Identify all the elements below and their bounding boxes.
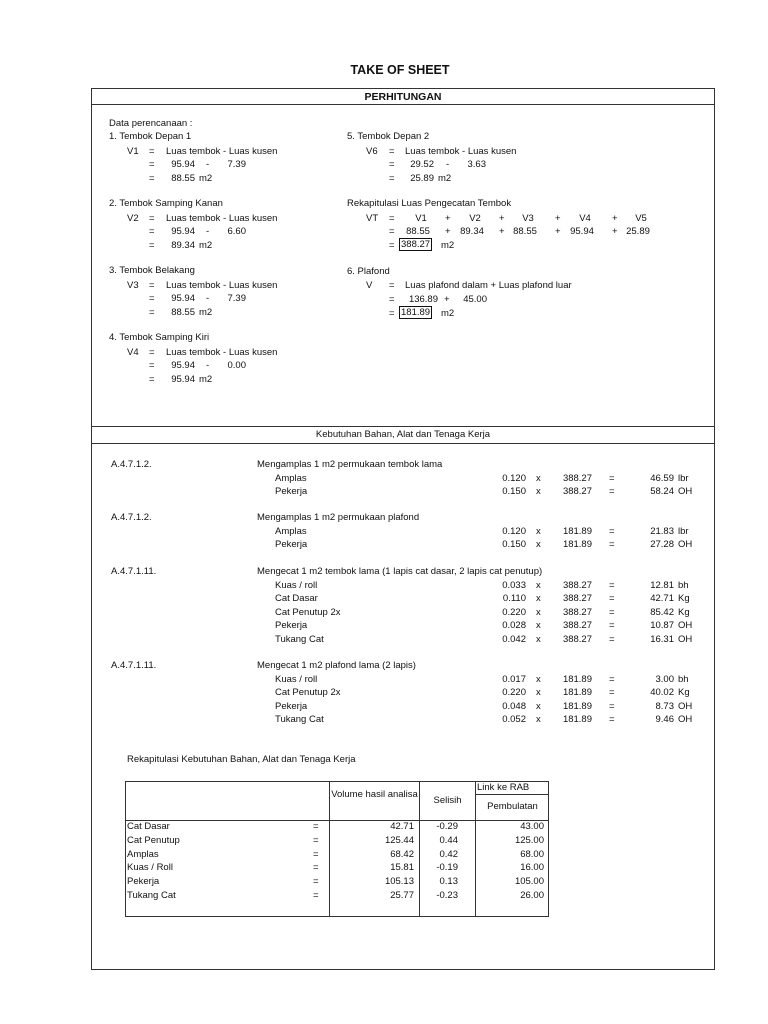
item-unit: lbr bbox=[678, 525, 689, 537]
times-sign: x bbox=[536, 472, 541, 484]
item-result: 16.31 bbox=[650, 634, 674, 645]
item-coef: 0.220 bbox=[502, 606, 526, 618]
eq-sign: = bbox=[313, 834, 319, 846]
block-title: 5. Tembok Depan 2 bbox=[347, 131, 430, 142]
item-qty: 388.27 bbox=[562, 634, 592, 645]
value-a: 136.89 bbox=[408, 294, 438, 305]
eq-sign: = bbox=[609, 606, 615, 618]
analysis-code: A.4.7.1.2. bbox=[111, 512, 152, 523]
item-unit: OH bbox=[678, 634, 693, 645]
item-qty: 181.89 bbox=[562, 673, 592, 685]
plus-sign: + bbox=[499, 226, 505, 237]
item-unit: OH bbox=[678, 486, 693, 498]
item-name: Kuas / roll bbox=[275, 673, 318, 685]
eq-sign: = bbox=[149, 307, 155, 318]
item-coef: 0.017 bbox=[502, 673, 526, 685]
value-b: 3.63 bbox=[467, 159, 486, 170]
row-selisih: 0.42 bbox=[439, 848, 458, 860]
eq-sign: = bbox=[609, 579, 615, 591]
block-var: V2 bbox=[127, 213, 139, 224]
row-pembulatan: 68.00 bbox=[520, 848, 544, 860]
rekap-value: 89.34 bbox=[460, 226, 484, 237]
item-result: 42.71 bbox=[650, 593, 674, 605]
row-volume: 42.71 bbox=[390, 821, 414, 832]
times-sign: x bbox=[536, 634, 541, 645]
operator: - bbox=[446, 159, 450, 170]
item-result: 85.42 bbox=[650, 606, 674, 618]
plus-sign: + bbox=[555, 226, 561, 237]
eq-sign: = bbox=[149, 226, 155, 237]
block-title: 2. Tembok Samping Kanan bbox=[109, 198, 223, 209]
rekap-result-box bbox=[399, 239, 432, 251]
rekap-value: 25.89 bbox=[626, 226, 650, 237]
item-unit: Kg bbox=[678, 606, 690, 618]
item-result: 12.81 bbox=[650, 579, 674, 591]
item-unit: lbr bbox=[678, 472, 689, 484]
value-b: 45.00 bbox=[463, 294, 487, 305]
rekap-value: 95.94 bbox=[570, 226, 594, 237]
item-qty: 388.27 bbox=[562, 472, 592, 484]
result-value: 89.34 bbox=[171, 240, 195, 251]
row-selisih: -0.29 bbox=[436, 821, 458, 832]
value-b: 6.60 bbox=[227, 226, 246, 237]
rekap-var: VT bbox=[366, 213, 379, 224]
col-volume-header: Volume hasil analisa bbox=[331, 789, 418, 800]
item-qty: 388.27 bbox=[562, 593, 592, 605]
block-title: 4. Tembok Samping Kiri bbox=[109, 332, 210, 343]
plafond-title: 6. Plafond bbox=[347, 266, 390, 277]
unit: m2 bbox=[199, 240, 213, 251]
analysis-title: Mengamplas 1 m2 permukaan tembok lama bbox=[257, 459, 443, 470]
item-name: Pekerja bbox=[275, 486, 308, 498]
item-coef: 0.052 bbox=[502, 714, 526, 726]
eq-sign: = bbox=[609, 472, 615, 484]
eq-sign: = bbox=[149, 293, 155, 304]
col-pembulatan-header: Pembulatan bbox=[487, 801, 538, 812]
eq-sign: = bbox=[389, 173, 395, 184]
eq-sign: = bbox=[609, 634, 615, 645]
block-var: V4 bbox=[127, 347, 139, 358]
eq-sign: = bbox=[149, 374, 155, 385]
item-coef: 0.120 bbox=[502, 472, 526, 484]
times-sign: x bbox=[536, 593, 541, 605]
col-selisih-header: Selisih bbox=[433, 795, 462, 806]
item-name: Pekerja bbox=[275, 700, 308, 712]
col-divider bbox=[329, 781, 330, 917]
item-qty: 388.27 bbox=[562, 579, 592, 591]
data-label: Data perencanaan : bbox=[109, 118, 193, 129]
block-title: 1. Tembok Depan 1 bbox=[109, 131, 192, 142]
operator: + bbox=[444, 294, 450, 305]
eq-sign: = bbox=[389, 240, 395, 251]
rekap-result: 388.27 bbox=[401, 239, 431, 250]
row-name: Tukang Cat bbox=[127, 890, 176, 901]
eq-sign: = bbox=[389, 308, 395, 319]
eq-sign: = bbox=[609, 673, 615, 685]
rekap-term: V1 bbox=[415, 213, 427, 224]
rekap-term: V4 bbox=[579, 213, 591, 224]
plafond-result: 181.89 bbox=[401, 307, 431, 318]
eq-sign: = bbox=[389, 294, 395, 305]
row-name: Cat Penutup bbox=[127, 834, 180, 846]
row-pembulatan: 125.00 bbox=[514, 834, 544, 846]
value-b: 7.39 bbox=[227, 293, 246, 304]
rekap-value: 88.55 bbox=[513, 226, 537, 237]
block-title: 3. Tembok Belakang bbox=[109, 265, 195, 276]
times-sign: x bbox=[536, 525, 541, 537]
result-value: 88.55 bbox=[171, 173, 195, 184]
rekap-term: V2 bbox=[469, 213, 481, 224]
plus-sign: + bbox=[555, 213, 561, 224]
eq-sign: = bbox=[609, 486, 615, 498]
value-b: 0.00 bbox=[227, 360, 246, 371]
result-value: 95.94 bbox=[171, 374, 195, 385]
row-name: Amplas bbox=[127, 848, 159, 860]
block-formula: Luas tembok - Luas kusen bbox=[166, 280, 278, 291]
item-name: Cat Penutup 2x bbox=[275, 687, 341, 699]
analysis-title: Mengecat 1 m2 tembok lama (1 lapis cat dasar, 2 lapis cat penutup) bbox=[257, 566, 543, 577]
eq-sign: = bbox=[149, 240, 155, 251]
analysis-title: Mengecat 1 m2 plafond lama (2 lapis) bbox=[257, 660, 416, 671]
item-qty: 181.89 bbox=[562, 525, 592, 537]
times-sign: x bbox=[536, 700, 541, 712]
item-result: 8.73 bbox=[655, 700, 674, 712]
eq-sign: = bbox=[609, 539, 615, 551]
eq-sign: = bbox=[313, 890, 319, 901]
row-volume: 25.77 bbox=[390, 890, 414, 901]
row-name: Cat Dasar bbox=[127, 821, 170, 832]
rekap-term: V3 bbox=[522, 213, 534, 224]
item-unit: bh bbox=[678, 579, 689, 591]
value-a: 95.94 bbox=[171, 159, 195, 170]
analysis-code: A.4.7.1.11. bbox=[111, 566, 157, 577]
item-result: 27.28 bbox=[650, 539, 674, 551]
section2-bottom-line bbox=[91, 443, 715, 444]
item-name: Amplas bbox=[275, 525, 307, 537]
item-result: 10.87 bbox=[650, 620, 674, 632]
value-a: 95.94 bbox=[171, 360, 195, 371]
operator: - bbox=[206, 293, 210, 304]
analysis-code: A.4.7.1.2. bbox=[111, 459, 152, 470]
eq-sign: = bbox=[389, 213, 395, 224]
item-result: 21.83 bbox=[650, 525, 674, 537]
eq-sign: = bbox=[609, 687, 615, 699]
item-name: Tukang Cat bbox=[275, 714, 324, 726]
eq-sign: = bbox=[609, 700, 615, 712]
item-unit: OH bbox=[678, 620, 693, 632]
eq-sign: = bbox=[609, 714, 615, 726]
item-coef: 0.120 bbox=[502, 525, 526, 537]
row-pembulatan: 16.00 bbox=[520, 862, 544, 874]
item-coef: 0.048 bbox=[502, 700, 526, 712]
item-qty: 181.89 bbox=[562, 714, 592, 726]
eq-sign: = bbox=[389, 159, 395, 170]
plafond-formula: Luas plafond dalam + Luas plafond luar bbox=[405, 280, 572, 291]
value-a: 95.94 bbox=[171, 293, 195, 304]
item-result: 58.24 bbox=[650, 486, 674, 498]
unit: m2 bbox=[438, 173, 452, 184]
item-unit: OH bbox=[678, 714, 693, 726]
value-a: 95.94 bbox=[171, 226, 195, 237]
item-coef: 0.028 bbox=[502, 620, 526, 632]
times-sign: x bbox=[536, 539, 541, 551]
eq-sign: = bbox=[609, 593, 615, 605]
row-selisih: 0.13 bbox=[439, 876, 458, 888]
item-name: Pekerja bbox=[275, 620, 308, 632]
rekap-term: V5 bbox=[635, 213, 647, 224]
item-name: Tukang Cat bbox=[275, 634, 324, 645]
times-sign: x bbox=[536, 486, 541, 498]
block-var: V6 bbox=[366, 146, 378, 157]
eq-sign: = bbox=[313, 862, 319, 874]
section-header: PERHITUNGAN bbox=[364, 91, 442, 103]
item-name: Kuas / roll bbox=[275, 579, 318, 591]
analysis-code: A.4.7.1.11. bbox=[111, 660, 157, 671]
eq-sign: = bbox=[389, 280, 395, 291]
plus-sign: + bbox=[499, 213, 505, 224]
rekap-title: Rekapitulasi Luas Pengecatan Tembok bbox=[347, 198, 512, 209]
item-unit: OH bbox=[678, 539, 693, 551]
item-name: Amplas bbox=[275, 472, 307, 484]
item-result: 3.00 bbox=[655, 673, 674, 685]
unit: m2 bbox=[199, 374, 213, 385]
item-name: Cat Dasar bbox=[275, 593, 318, 605]
operator: - bbox=[206, 226, 210, 237]
row-name: Pekerja bbox=[127, 876, 160, 888]
eq-sign: = bbox=[149, 213, 155, 224]
result-value: 88.55 bbox=[171, 307, 195, 318]
eq-sign: = bbox=[609, 525, 615, 537]
item-result: 46.59 bbox=[650, 472, 674, 484]
item-unit: bh bbox=[678, 673, 689, 685]
item-result: 9.46 bbox=[655, 714, 674, 726]
times-sign: x bbox=[536, 606, 541, 618]
value-b: 7.39 bbox=[227, 159, 246, 170]
link-label: Link ke RAB bbox=[477, 782, 530, 793]
row-selisih: 0.44 bbox=[439, 834, 458, 846]
plafond-var: V bbox=[366, 280, 373, 291]
eq-sign: = bbox=[389, 146, 395, 157]
item-coef: 0.150 bbox=[502, 539, 526, 551]
eq-sign: = bbox=[313, 848, 319, 860]
item-qty: 388.27 bbox=[562, 606, 592, 618]
unit: m2 bbox=[199, 307, 213, 318]
item-name: Cat Penutup 2x bbox=[275, 606, 341, 618]
eq-sign: = bbox=[149, 280, 155, 291]
row-volume: 105.13 bbox=[384, 876, 414, 888]
item-qty: 388.27 bbox=[562, 620, 592, 632]
analysis-title: Mengamplas 1 m2 permukaan plafond bbox=[257, 512, 420, 523]
result-value: 25.89 bbox=[410, 173, 434, 184]
item-coef: 0.042 bbox=[502, 634, 526, 645]
item-coef: 0.110 bbox=[502, 593, 526, 605]
item-qty: 181.89 bbox=[562, 687, 592, 699]
plafond-result-box bbox=[399, 307, 432, 319]
item-qty: 388.27 bbox=[562, 486, 592, 498]
item-qty: 181.89 bbox=[562, 539, 592, 551]
row-selisih: -0.23 bbox=[436, 890, 458, 901]
row-pembulatan: 105.00 bbox=[514, 876, 544, 888]
link-divider bbox=[475, 794, 549, 795]
block-formula: Luas tembok - Luas kusen bbox=[405, 146, 517, 157]
item-coef: 0.150 bbox=[502, 486, 526, 498]
times-sign: x bbox=[536, 673, 541, 685]
eq-sign: = bbox=[313, 821, 319, 832]
value-a: 29.52 bbox=[410, 159, 434, 170]
eq-sign: = bbox=[149, 146, 155, 157]
times-sign: x bbox=[536, 620, 541, 632]
times-sign: x bbox=[536, 714, 541, 726]
item-coef: 0.220 bbox=[502, 687, 526, 699]
section2-header: Kebutuhan Bahan, Alat dan Tenaga Kerja bbox=[315, 429, 491, 440]
summary-title: Rekapitulasi Kebutuhan Bahan, Alat dan Tenaga Kerja bbox=[127, 754, 356, 765]
block-formula: Luas tembok - Luas kusen bbox=[166, 213, 278, 224]
eq-sign: = bbox=[609, 620, 615, 632]
block-var: V3 bbox=[127, 280, 139, 291]
row-volume: 125.44 bbox=[384, 834, 414, 846]
row-name: Kuas / Roll bbox=[127, 862, 173, 874]
item-coef: 0.033 bbox=[502, 579, 526, 591]
plus-sign: + bbox=[612, 213, 618, 224]
times-sign: x bbox=[536, 687, 541, 699]
row-selisih: -0.19 bbox=[436, 862, 458, 874]
row-pembulatan: 26.00 bbox=[520, 890, 544, 901]
item-name: Pekerja bbox=[275, 539, 308, 551]
unit: m2 bbox=[441, 308, 455, 319]
eq-sign: = bbox=[313, 876, 319, 888]
row-volume: 15.81 bbox=[390, 862, 414, 874]
plus-sign: + bbox=[612, 226, 618, 237]
eq-sign: = bbox=[149, 159, 155, 170]
eq-sign: = bbox=[149, 360, 155, 371]
block-var: V1 bbox=[127, 146, 139, 157]
times-sign: x bbox=[536, 579, 541, 591]
block-formula: Luas tembok - Luas kusen bbox=[166, 347, 278, 358]
item-unit: Kg bbox=[678, 593, 690, 605]
item-unit: OH bbox=[678, 700, 693, 712]
row-pembulatan: 43.00 bbox=[520, 821, 544, 832]
eq-sign: = bbox=[389, 226, 395, 237]
unit: m2 bbox=[441, 240, 455, 251]
row-volume: 68.42 bbox=[390, 848, 414, 860]
plus-sign: + bbox=[445, 226, 451, 237]
item-qty: 181.89 bbox=[562, 700, 592, 712]
eq-sign: = bbox=[149, 173, 155, 184]
item-unit: Kg bbox=[678, 687, 690, 699]
block-formula: Luas tembok - Luas kusen bbox=[166, 146, 278, 157]
plus-sign: + bbox=[445, 213, 451, 224]
eq-sign: = bbox=[149, 347, 155, 358]
page-title: TAKE OF SHEET bbox=[350, 63, 450, 77]
rekap-value: 88.55 bbox=[406, 226, 430, 237]
header-divider bbox=[91, 104, 715, 105]
unit: m2 bbox=[199, 173, 213, 184]
operator: - bbox=[206, 360, 210, 371]
section2-top-line bbox=[91, 426, 715, 427]
item-result: 40.02 bbox=[650, 687, 674, 699]
operator: - bbox=[206, 159, 210, 170]
